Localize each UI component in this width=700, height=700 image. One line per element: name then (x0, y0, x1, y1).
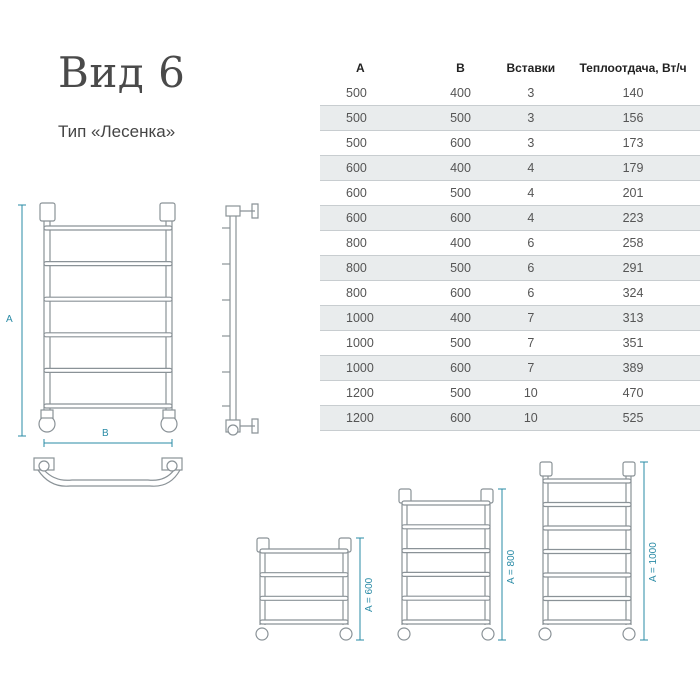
header-heat-output: Теплоотдача, Вт/ч (579, 61, 687, 75)
cell-a: 1200 (320, 406, 426, 431)
rung (543, 550, 631, 554)
cell-a: 1200 (320, 381, 426, 406)
rung (543, 479, 631, 483)
cell-a: 800 (320, 281, 426, 306)
rung (260, 620, 348, 624)
cell-a: 1000 (320, 356, 426, 381)
cell-inserts: 6 (496, 256, 567, 281)
cell-a: 1000 (320, 331, 426, 356)
dim-b-label: B (102, 428, 109, 439)
cell-a: 500 (320, 131, 426, 156)
cell-heat-output: 173 (566, 131, 700, 156)
rung (402, 572, 490, 576)
small-model-drawing (256, 538, 352, 640)
cell-b: 500 (426, 181, 496, 206)
rung (402, 549, 490, 553)
cell-heat-output: 223 (566, 206, 700, 231)
cell-inserts: 3 (496, 81, 567, 106)
cell-b: 600 (426, 281, 496, 306)
cell-b: 500 (426, 106, 496, 131)
large-model-drawing (539, 462, 635, 640)
cell-inserts: 3 (496, 106, 567, 131)
cell-b: 600 (426, 206, 496, 231)
cell-a: 800 (320, 231, 426, 256)
side-view-drawing (222, 204, 258, 435)
large-model-label: A = 1000 (648, 542, 659, 582)
cell-heat-output: 324 (566, 281, 700, 306)
cell-inserts: 4 (496, 156, 567, 181)
cell-a: 500 (320, 81, 426, 106)
cell-inserts: 4 (496, 181, 567, 206)
cell-heat-output: 291 (566, 256, 700, 281)
cell-inserts: 4 (496, 206, 567, 231)
cell-heat-output: 525 (566, 406, 700, 431)
cell-b: 400 (426, 156, 496, 181)
dim-a-label: A (6, 314, 13, 325)
cell-a: 800 (320, 256, 426, 281)
cell-b: 500 (426, 381, 496, 406)
rung (543, 526, 631, 530)
cell-inserts: 7 (496, 356, 567, 381)
cell-heat-output: 156 (566, 106, 700, 131)
cell-a: 1000 (320, 306, 426, 331)
rung (260, 549, 348, 553)
cell-a: 600 (320, 206, 426, 231)
rung (402, 596, 490, 600)
rung (402, 620, 490, 624)
rung (543, 503, 631, 507)
rung (543, 597, 631, 601)
rung (402, 525, 490, 529)
cell-heat-output: 351 (566, 331, 700, 356)
cell-inserts: 6 (496, 281, 567, 306)
cell-inserts: 10 (496, 406, 567, 431)
cell-heat-output: 258 (566, 231, 700, 256)
rung (44, 404, 172, 408)
cell-heat-output: 313 (566, 306, 700, 331)
cell-b: 400 (426, 81, 496, 106)
cell-a: 500 (320, 106, 426, 131)
cell-inserts: 10 (496, 381, 567, 406)
front-view-drawing (39, 203, 177, 432)
cell-inserts: 6 (496, 231, 567, 256)
cell-heat-output: 179 (566, 156, 700, 181)
rung (543, 620, 631, 624)
medium-model-drawing (398, 489, 494, 640)
cell-b: 600 (426, 131, 496, 156)
medium-model-label: A = 800 (506, 549, 517, 584)
page-title: Вид 6 (58, 48, 186, 97)
cell-b: 500 (426, 256, 496, 281)
cell-inserts: 7 (496, 331, 567, 356)
cell-inserts: 3 (496, 131, 567, 156)
rung (543, 573, 631, 577)
header-b: B (456, 61, 465, 75)
rung (44, 226, 172, 230)
top-view-drawing (34, 458, 182, 486)
rung (44, 333, 172, 337)
page-subtitle: Тип «Лесенка» (58, 122, 176, 141)
cell-inserts: 7 (496, 306, 567, 331)
cell-heat-output: 389 (566, 356, 700, 381)
cell-b: 600 (426, 356, 496, 381)
rung (402, 501, 490, 505)
rung (44, 297, 172, 301)
cell-b: 400 (426, 231, 496, 256)
cell-heat-output: 470 (566, 381, 700, 406)
header-inserts: Вставки (506, 61, 556, 75)
cell-b: 500 (426, 331, 496, 356)
cell-heat-output: 201 (566, 181, 700, 206)
small-model-label: A = 600 (364, 577, 375, 612)
rung (44, 368, 172, 372)
header-a: A (356, 61, 365, 75)
cell-b: 600 (426, 406, 496, 431)
cell-a: 600 (320, 181, 426, 206)
rung (44, 262, 172, 266)
rung (260, 573, 348, 577)
rung (260, 596, 348, 600)
cell-b: 400 (426, 306, 496, 331)
cell-a: 600 (320, 156, 426, 181)
cell-heat-output: 140 (566, 81, 700, 106)
